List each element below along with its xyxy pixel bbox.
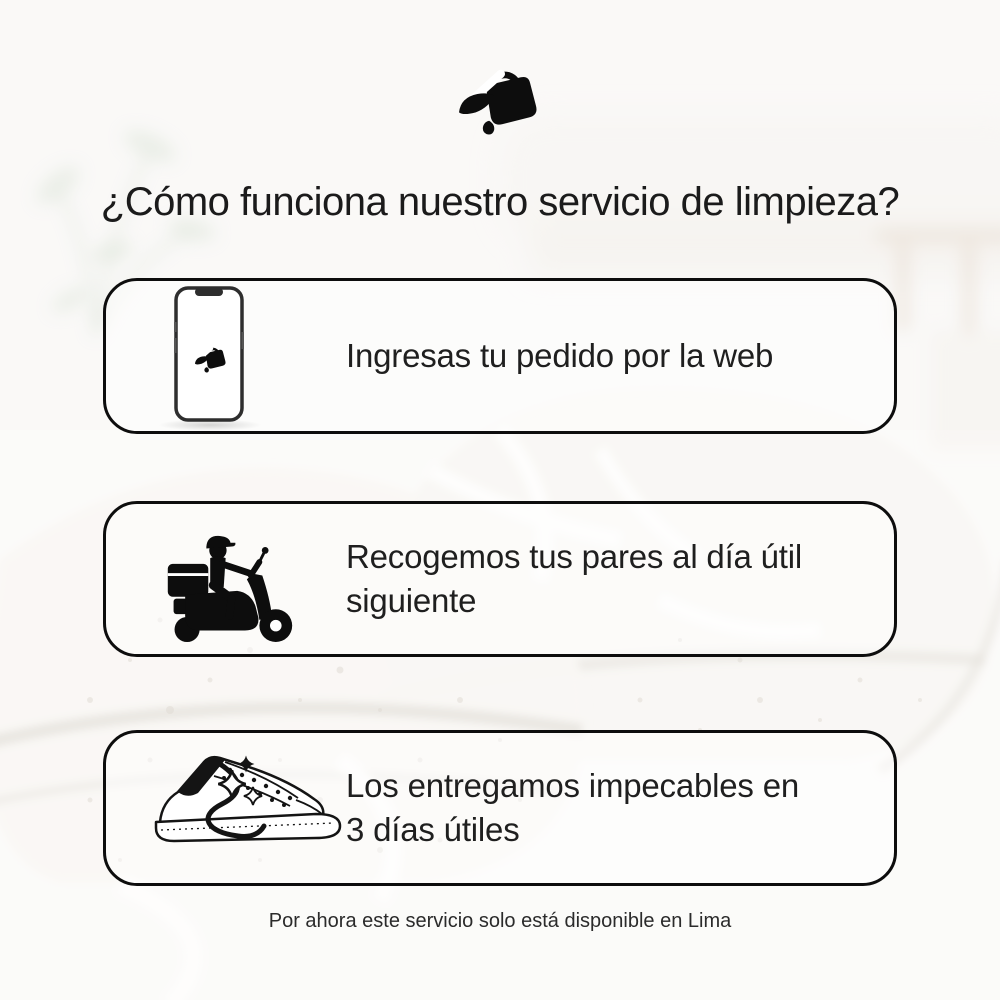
delivery-scooter-icon bbox=[162, 530, 297, 648]
step-card-pickup bbox=[103, 501, 897, 657]
step-line: Recogemos tus pares al día útil bbox=[346, 538, 803, 576]
step-card-order bbox=[103, 278, 897, 434]
step-line: Ingresas tu pedido por la web bbox=[346, 337, 774, 375]
step-line: siguiente bbox=[346, 582, 477, 619]
bag-leaf-drop-icon bbox=[454, 56, 546, 142]
step-text bbox=[346, 764, 799, 851]
step-card-delivery bbox=[103, 730, 897, 886]
clean-sneaker-sparkles-icon bbox=[146, 748, 356, 853]
step-line: 3 días útiles bbox=[346, 811, 520, 848]
step-text bbox=[346, 334, 773, 378]
smartphone-app-icon bbox=[174, 286, 244, 422]
page-title: ¿Cómo funciona nuestro servicio de limpieza? bbox=[100, 180, 900, 224]
footer-note: Por ahora este servicio solo está disponible en Lima bbox=[268, 910, 732, 932]
brand-logo bbox=[454, 56, 546, 142]
step-line: Los entregamos impecables en bbox=[346, 767, 800, 805]
step-text bbox=[346, 535, 802, 622]
